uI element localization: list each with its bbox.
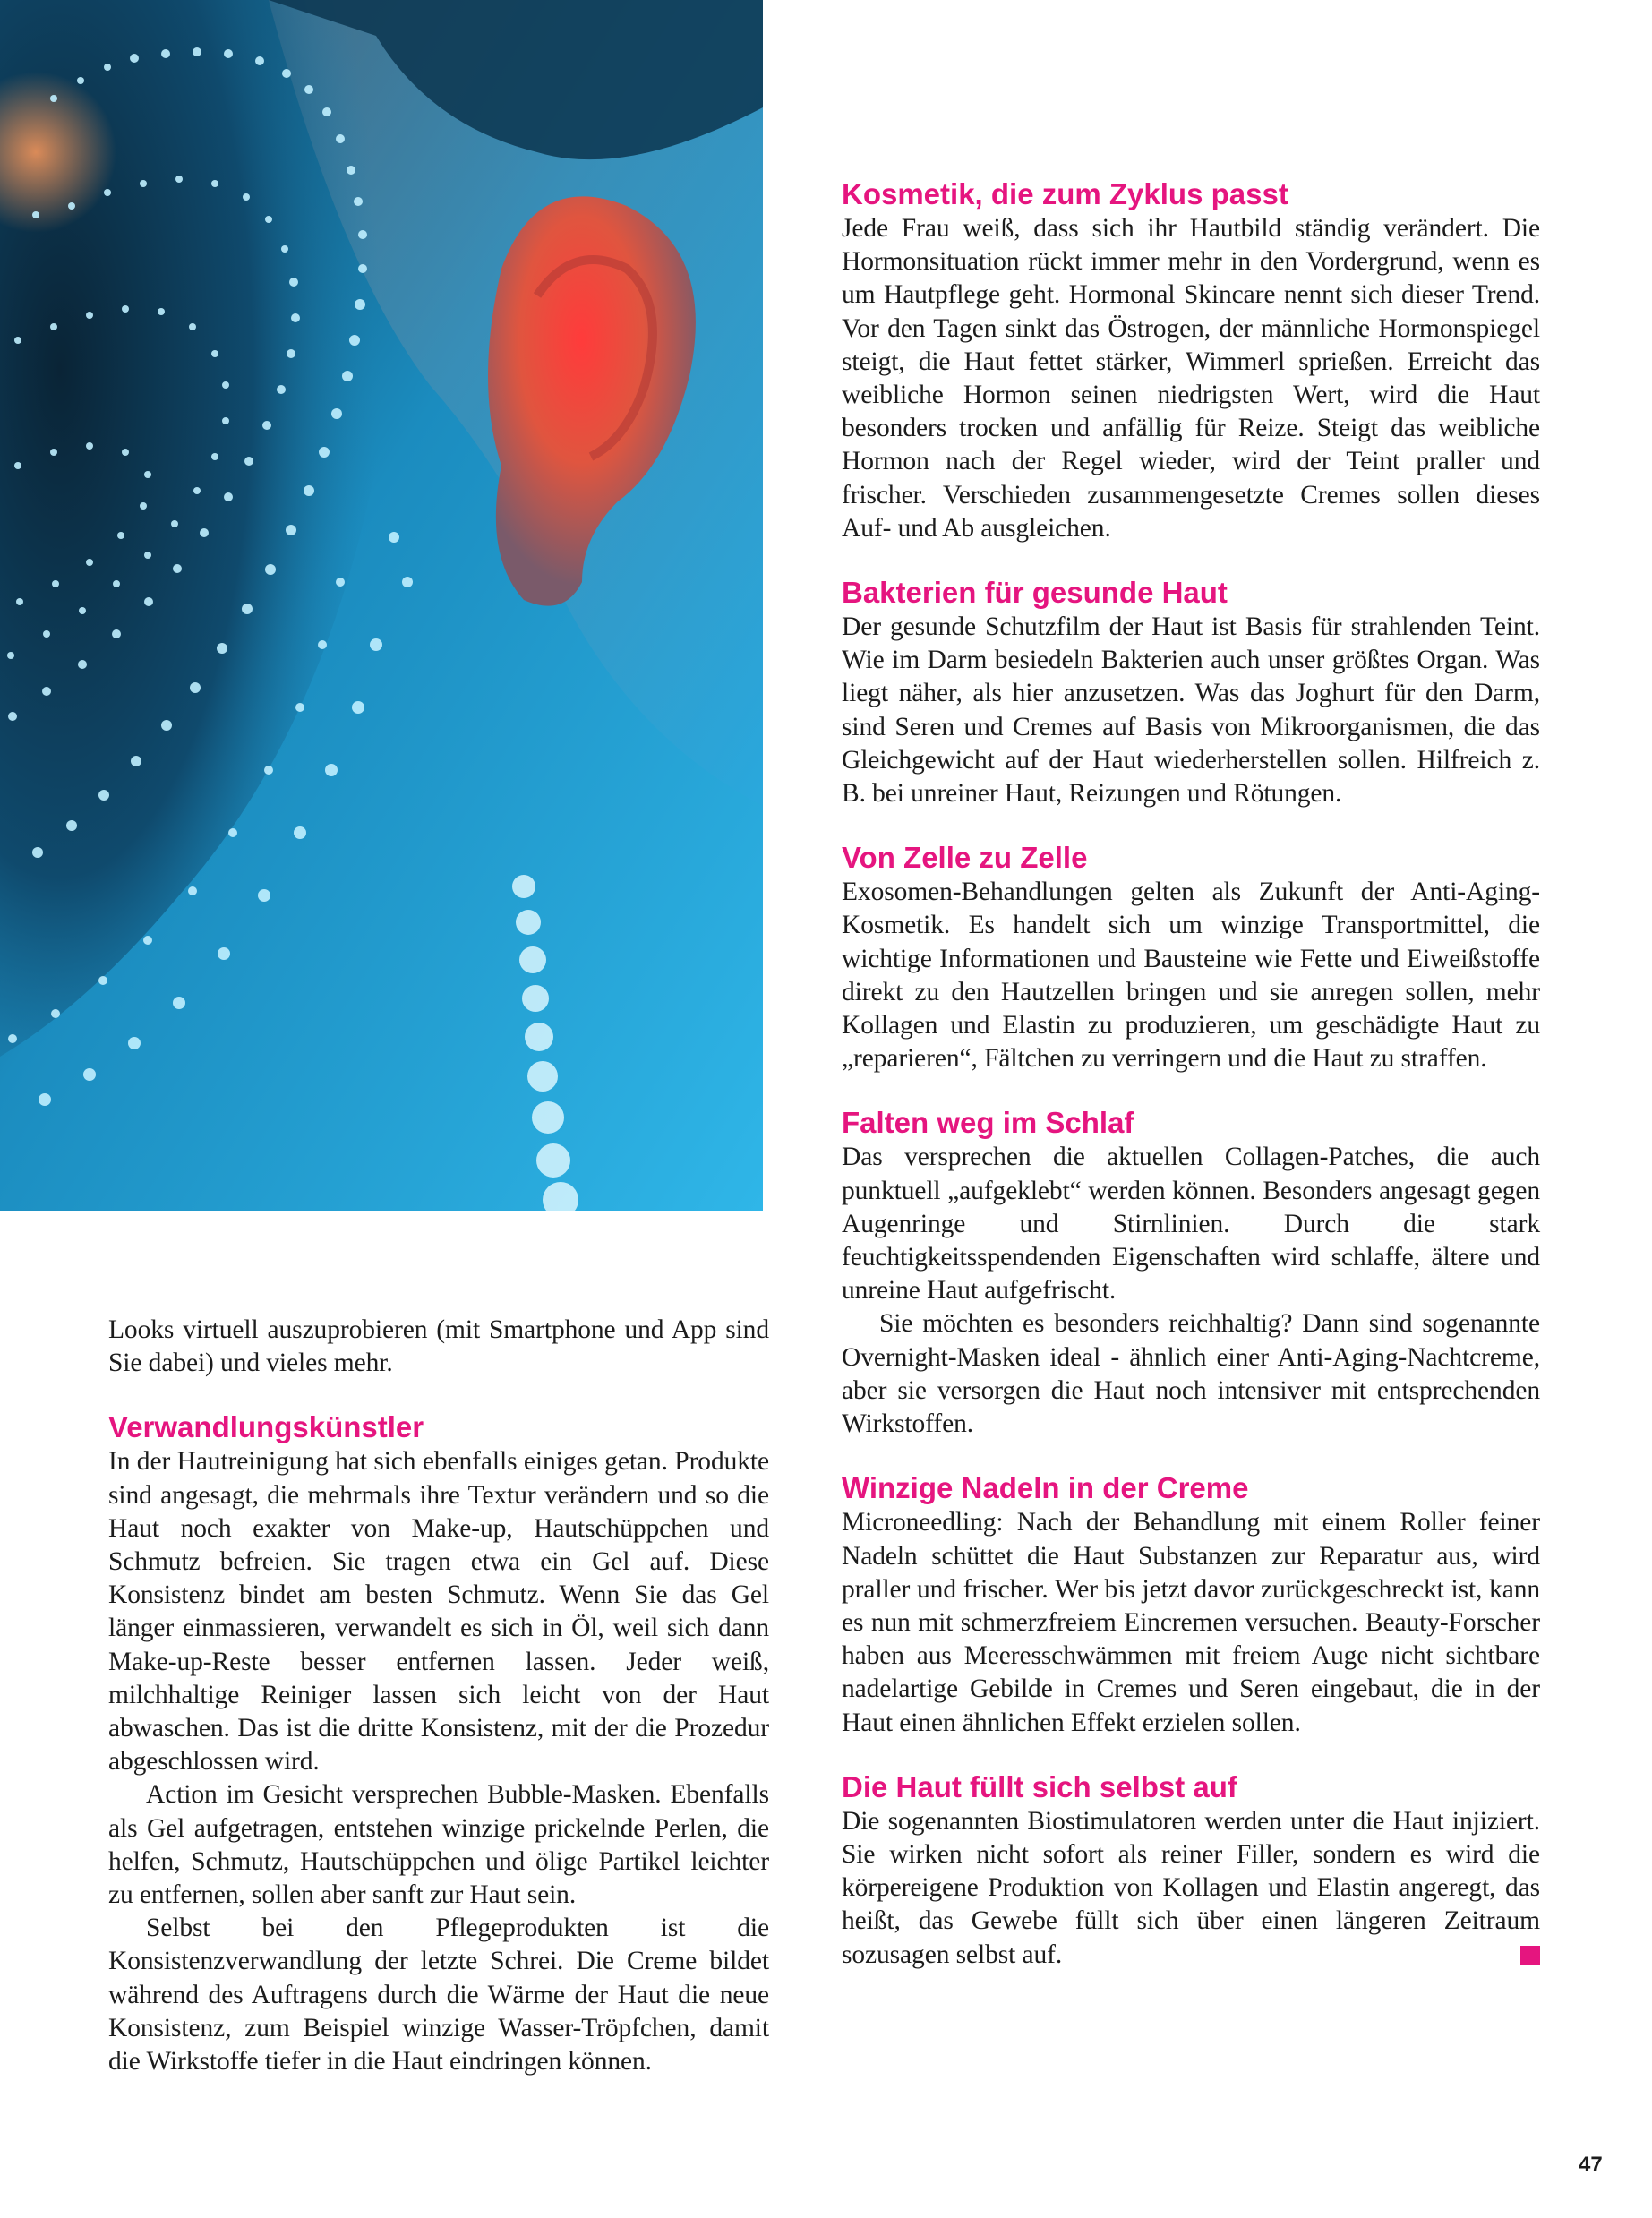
section-kosmetik-zyklus — [842, 176, 1540, 545]
paragraph — [842, 1805, 1540, 1972]
section-falten — [842, 1105, 1540, 1441]
paragraph: Der gesunde Schutzfilm der Haut ist Basis für strahlenden Teint. Wie im Darm besiedeln Bakterien auch unser größtes Organ. Was liegt näher, als hier anzusetzen. Was das Joghurt für den Darm, sind Seren und Cremes auf Basis von Mikroorganismen, die das Gleichgewicht auf der Haut wiederherstellen sollen. Hilfreich z. B. bei unreiner Haut, Reizungen und Rötungen. — [842, 612, 1540, 809]
section-heading: Verwandlungskünstler — [108, 1410, 424, 1444]
section-verwandlungskuenstler — [108, 1409, 769, 2078]
paragraph: In der Hautreinigung hat sich ebenfalls einiges getan. Produkte sind angesagt, die mehrmals ihre Textur verändern und so die Haut noch exakter von Make-up, Hautschüppchen und Schmutz befreien. Sie tragen etwa ein Gel auf. Diese Konsistenz bindet am besten Schmutz. Wenn Sie das Gel länger einmassieren, verwandelt es sich in Öl, weil sich dann Make-up-Reste besser entfernen lassen. Jeder weiß, milchhaltige Reiniger lassen sich leicht von der Haut abwaschen. Das ist die dritte Konsistenz, mit der die Prozedur abgeschlossen wird. — [108, 1447, 769, 1777]
section-biostimulatoren — [842, 1769, 1540, 1972]
paragraph: Microneedling: Nach der Behandlung mit einem Roller feiner Nadeln schüttet die Haut Substanzen zur Reparatur aus, wird praller und frischer. Wer bis jetzt davor zurückgeschreckt ist, kann es nun mit schmerzfreiem Eincremen versuchen. Beauty-Forscher haben aus Meeresschwämmen mit freiem Auge nicht sichtbare nadelartige Gebilde in Cremes und Seren eingebaut, die in der Haut einen ähnlichen Effekt erzielen sollen. — [842, 1508, 1540, 1737]
left-column — [108, 1314, 769, 2108]
page-number: 47 — [1579, 2153, 1603, 2177]
paragraph: Sie möchten es besonders reichhaltig? Dann sind sogenannte Overnight-Masken ideal - ähnlich einer Anti-Aging-Nachtcreme, aber sie versorgen die Haut noch intensiver mit entsprechenden Wirkstoffen. — [842, 1309, 1540, 1439]
section-heading: Von Zelle zu Zelle — [842, 841, 1088, 875]
digital-face-ear-photo — [0, 0, 763, 1211]
paragraph-text: Die sogenannten Biostimulatoren werden unter die Haut injiziert. Sie wirken nicht sofort als reiner Filler, sondern es wird die körpereigene Produktion von Kollagen und Elastin angeregt, das heißt, das Gewebe füllt sich über einen längeren Zeitraum sozusagen selbst auf. — [842, 1806, 1540, 1969]
section-heading: Falten weg im Schlaf — [842, 1106, 1134, 1140]
section-heading: Winzige Nadeln in der Creme — [842, 1471, 1249, 1505]
paragraph: Das versprechen die aktuellen Collagen-Patches, die auch punktuell „aufgeklebt“ werden können. Besonders angesagt gegen Augenringe und Stirnlinien. Durch die stark feuchtigkeitsspendenden Eigenschaften wird schlaffe, ältere und unreine Haut aufgefrischt. — [842, 1143, 1540, 1306]
right-column — [842, 176, 1540, 2001]
paragraph: Action im Gesicht versprechen Bubble-Masken. Ebenfalls als Gel aufgetragen, entstehen winzige prickelnde Perlen, die helfen, Schmutz, Hautschüppchen und ölige Partikel leichter zu entfernen, sollen aber sanft zur Haut sein. — [108, 1780, 769, 1910]
section-heading: Bakterien für gesunde Haut — [842, 576, 1228, 610]
paragraph: Looks virtuell auszuprobieren (mit Smartphone und App sind Sie dabei) und vieles mehr. — [108, 1315, 769, 1378]
section-zelle — [842, 840, 1540, 1075]
section-bakterien — [842, 575, 1540, 810]
paragraph: Selbst bei den Pflegeprodukten ist die Konsistenzverwandlung der letzte Schrei. Die Creme bildet während des Auftragens durch die Wärme der Haut die neue Konsistenz, zum Beispiel winzige Wasser-Tröpfchen, damit die Wirkstoffe tiefer in die Haut eindringen können. — [108, 1914, 769, 2077]
paragraph: Jede Frau weiß, dass sich ihr Hautbild ständig verändert. Die Hormonsituation rückt immer mehr in den Vordergrund, wenn es um Hautpflege geht. Hormonal Skincare nennt sich dieser Trend. Vor den Tagen sinkt das Östrogen, der männliche Hormonspiegel steigt, die Haut fettet stärker, Wimmerl sprießen. Erreicht das weibliche Hormon seinen niedrigsten Wert, wird die Haut besonders trocken und anfällig für Reize. Steigt das weibliche Hormon nach der Regel wieder, wird der Teint praller und frischer. Verschieden zusammengesetzte Cremes sollen dieses Auf- und Ab ausgleichen. — [842, 214, 1540, 543]
section-intro — [108, 1314, 769, 1380]
end-of-article-mark — [1520, 1946, 1540, 1965]
section-heading: Die Haut füllt sich selbst auf — [842, 1769, 1237, 1803]
paragraph: Exosomen-Behandlungen gelten als Zukunft der Anti-Aging-Kosmetik. Es handelt sich um winzige Transportmittel, die wichtige Informationen und Bausteine wie Fette und Eiweißstoffe direkt zu den Hautzellen bringen und sie anregen sollen, mehr Kollagen und Elastin zu produzieren, um geschädigte Haut zu „reparieren“, Fältchen zu verringern und die Haut zu straffen. — [842, 878, 1540, 1074]
section-heading: Kosmetik, die zum Zyklus passt — [842, 177, 1288, 210]
section-nadeln — [842, 1470, 1540, 1739]
